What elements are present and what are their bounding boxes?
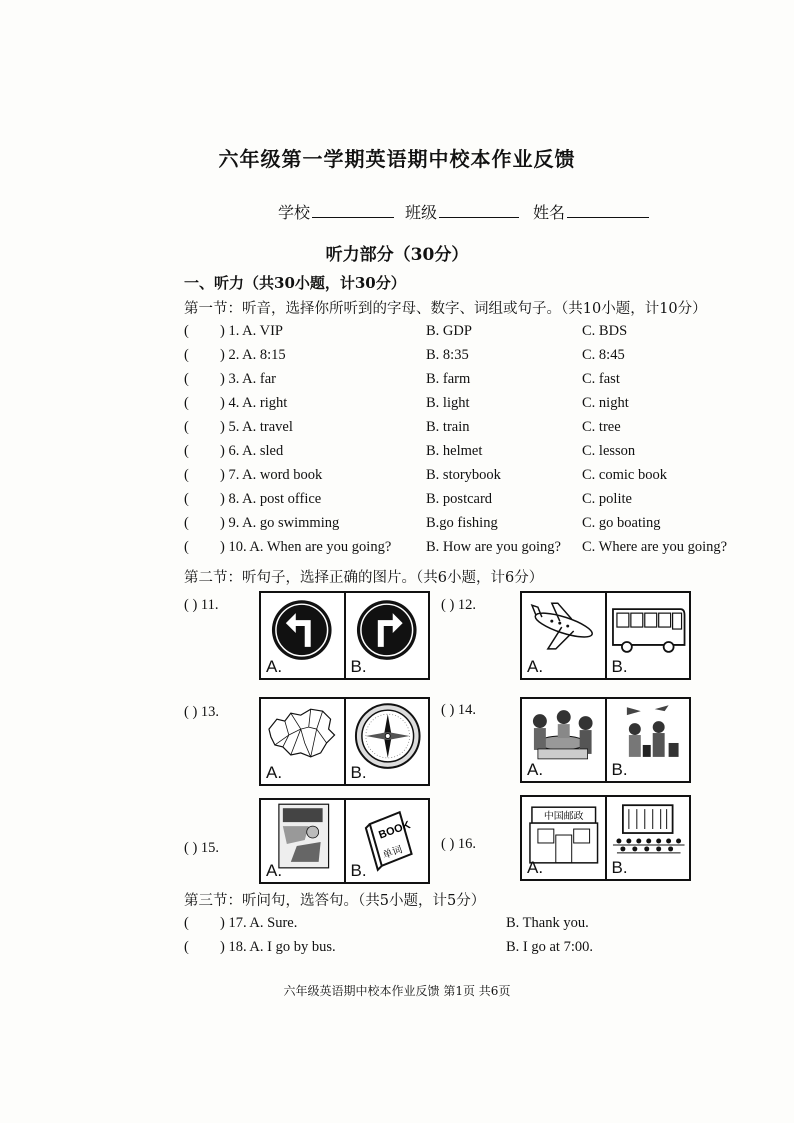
picture-option-a[interactable] bbox=[261, 593, 346, 678]
option-c: C. fast bbox=[582, 371, 620, 387]
option-c: C. comic book bbox=[582, 467, 667, 483]
picture-option-a[interactable] bbox=[522, 593, 607, 678]
option-b: B. helmet bbox=[426, 443, 483, 459]
option-b: B. GDP bbox=[426, 323, 472, 339]
page-title: 六年级第一学期英语期中校本作业反馈 bbox=[218, 147, 576, 171]
school-label: 学校 bbox=[278, 203, 311, 222]
picture-question-label: ( ) 12. bbox=[441, 597, 477, 613]
sub3-heading: 第三节：听问句，选答句。（共5小题，计5分） bbox=[184, 893, 486, 909]
name-field bbox=[533, 200, 649, 223]
question-row: ( ) 9. A. go swimming B.go fishing C. go boating bbox=[184, 515, 661, 531]
sub1-heading: 第一节：听音，选择你所听到的字母、数字、词组或句子。（共10小题，计10分） bbox=[184, 301, 707, 317]
school-field bbox=[278, 200, 394, 223]
picture-option-a[interactable] bbox=[522, 797, 607, 879]
answer-row: ( ) 17. A. Sure. B. Thank you. bbox=[184, 915, 589, 931]
option-a: ) 10. A. When are you going? bbox=[220, 539, 392, 555]
answer-row: ( ) 18. A. I go by bus. B. I go at 7:00. bbox=[184, 939, 593, 955]
class-label: 班级 bbox=[405, 203, 438, 222]
option-b: B. I go at 7:00. bbox=[506, 939, 593, 955]
picture-question-label: ( ) 15. bbox=[184, 840, 220, 856]
book-cover-text: BOOK bbox=[376, 819, 412, 842]
picture-option-b[interactable] bbox=[607, 699, 690, 781]
sub2-heading: 第二节：听句子，选择正确的图片。（共6小题，计6分） bbox=[184, 570, 544, 586]
option-c: C. 8:45 bbox=[582, 347, 625, 363]
part1-heading: 一、听力（共30小题，计30分） bbox=[184, 274, 406, 292]
option-a: ) 6. A. sled bbox=[220, 443, 284, 459]
option-c: C. Where are you going? bbox=[582, 539, 728, 555]
option-label: A. bbox=[266, 861, 283, 880]
option-a: ) 17. A. Sure. bbox=[220, 915, 298, 931]
picture-question-label: ( ) 13. bbox=[184, 704, 220, 720]
option-a: ) 3. A. far bbox=[220, 371, 276, 387]
option-b: B. postcard bbox=[426, 491, 493, 507]
picture-option-b[interactable] bbox=[346, 593, 429, 678]
question-row: ( ) 2. A. 8:15 B. 8:35 C. 8:45 bbox=[184, 347, 625, 363]
picture-pair-15 bbox=[259, 798, 430, 884]
page-footer: 六年级英语期中校本作业反馈 第1页 共6页 bbox=[283, 984, 511, 998]
option-label: B. bbox=[350, 861, 367, 880]
picture-pair-12 bbox=[520, 591, 691, 680]
option-c: C. tree bbox=[582, 419, 621, 435]
option-b: B.go fishing bbox=[426, 515, 498, 531]
question-row: ( ) 4. A. right B. light C. night bbox=[184, 395, 629, 411]
option-b: B. Thank you. bbox=[506, 915, 589, 931]
option-c: C. BDS bbox=[582, 323, 628, 339]
picture-pair-16 bbox=[520, 795, 691, 881]
name-blank[interactable] bbox=[567, 203, 649, 218]
question-row: ( ) 6. A. sled B. helmet C. lesson bbox=[184, 443, 636, 459]
question-row: ( ) 8. A. post office B. postcard C. polite bbox=[184, 491, 632, 507]
option-label: B. bbox=[350, 763, 367, 782]
option-label: A. bbox=[527, 858, 544, 877]
picture-question-label: ( ) 11. bbox=[184, 597, 219, 613]
picture-pair-13 bbox=[259, 697, 430, 786]
option-c: C. lesson bbox=[582, 443, 636, 459]
section-title: 听力部分（30分） bbox=[325, 245, 469, 265]
option-a: ) 9. A. go swimming bbox=[220, 515, 340, 531]
option-a: ) 7. A. word book bbox=[220, 467, 323, 483]
option-c: C. polite bbox=[582, 491, 632, 507]
option-a: ) 5. A. travel bbox=[220, 419, 293, 435]
option-a: ) 4. A. right bbox=[220, 395, 288, 411]
question-row: ( ) 1. A. VIP B. GDP C. BDS bbox=[184, 323, 628, 339]
picture-option-b[interactable] bbox=[346, 699, 429, 784]
option-a: ) 1. A. VIP bbox=[220, 323, 283, 339]
question-row: ( ) 5. A. travel B. train C. tree bbox=[184, 419, 621, 435]
class-field bbox=[405, 200, 519, 223]
class-blank[interactable] bbox=[439, 203, 519, 218]
picture-option-a[interactable] bbox=[261, 800, 346, 882]
name-label: 姓名 bbox=[533, 203, 566, 222]
picture-option-b[interactable] bbox=[607, 797, 690, 879]
option-b: B. How are you going? bbox=[426, 539, 561, 555]
option-label: A. bbox=[527, 657, 544, 676]
option-b: B. light bbox=[426, 395, 470, 411]
option-label: B. bbox=[611, 657, 628, 676]
school-blank[interactable] bbox=[312, 203, 394, 218]
picture-option-b[interactable] bbox=[346, 800, 429, 882]
question-row: ( ) 3. A. far B. farm C. fast bbox=[184, 371, 620, 387]
post-office-sign-text: 中国邮政 bbox=[543, 811, 584, 823]
picture-pair-14 bbox=[520, 697, 691, 783]
option-c: C. night bbox=[582, 395, 629, 411]
option-label: A. bbox=[527, 760, 544, 779]
option-b: B. train bbox=[426, 419, 470, 435]
option-label: B. bbox=[350, 657, 367, 676]
option-a: ) 8. A. post office bbox=[220, 491, 322, 507]
option-b: B. farm bbox=[426, 371, 471, 387]
option-a: ) 2. A. 8:15 bbox=[220, 347, 286, 363]
option-b: B. storybook bbox=[426, 467, 501, 483]
option-label: B. bbox=[611, 858, 628, 877]
option-c: C. go boating bbox=[582, 515, 661, 531]
option-a: ) 18. A. I go by bus. bbox=[220, 939, 336, 955]
option-label: B. bbox=[611, 760, 628, 779]
picture-option-a[interactable] bbox=[522, 699, 607, 781]
picture-pair-11 bbox=[259, 591, 430, 680]
picture-question-label: ( ) 14. bbox=[441, 702, 477, 718]
picture-option-b[interactable] bbox=[607, 593, 690, 678]
question-row: ( ) 10. A. When are you going? B. How are you going? C. Where are you going? bbox=[184, 539, 728, 555]
question-row: ( ) 7. A. word book B. storybook C. comic book bbox=[184, 467, 667, 483]
picture-option-a[interactable] bbox=[261, 699, 346, 784]
option-label: A. bbox=[266, 763, 283, 782]
picture-question-label: ( ) 16. bbox=[441, 836, 477, 852]
option-b: B. 8:35 bbox=[426, 347, 469, 363]
book-word-text: 单词 bbox=[381, 844, 404, 862]
option-label: A. bbox=[266, 657, 283, 676]
